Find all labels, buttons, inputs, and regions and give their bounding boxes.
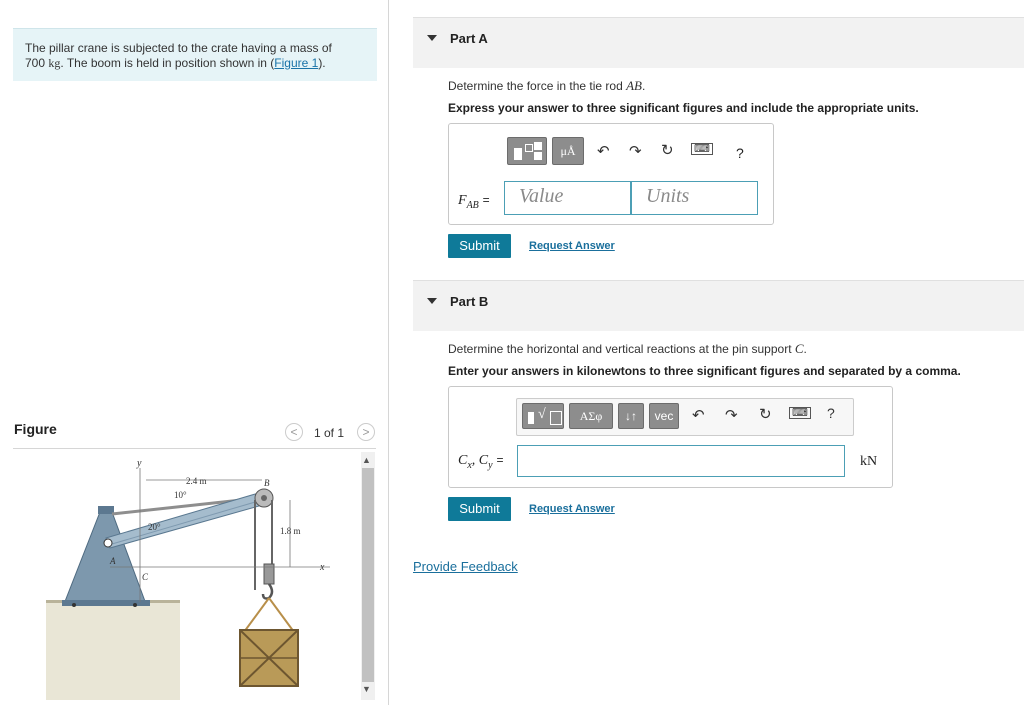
keyboard-icon[interactable]: ⌨ — [691, 143, 713, 155]
part-b-toolbar — [516, 398, 854, 436]
scroll-up-icon[interactable]: ▲ — [362, 455, 371, 465]
vector-button[interactable]: vec — [649, 403, 679, 429]
part-b-answer-box — [448, 386, 893, 488]
part-b-request-answer-link[interactable]: Request Answer — [529, 503, 615, 515]
greek-symbols-button[interactable]: ΑΣφ — [569, 403, 613, 429]
part-a-toolbar — [507, 133, 710, 173]
reset-icon[interactable]: ↻ — [759, 406, 772, 423]
part-a-request-answer-link[interactable]: Request Answer — [529, 240, 615, 252]
templates-sqrt-button[interactable]: √ — [522, 403, 564, 429]
part-b-header[interactable] — [413, 280, 1024, 331]
label-x: x — [320, 562, 325, 573]
figure-heading: Figure — [14, 421, 57, 437]
figure-prev-button[interactable]: < — [285, 423, 303, 441]
part-a-submit-button[interactable]: Submit — [448, 234, 511, 258]
keyboard-icon[interactable]: ⌨ — [789, 407, 811, 419]
provide-feedback-link[interactable]: Provide Feedback — [413, 559, 518, 574]
units-input[interactable]: Units — [631, 181, 758, 215]
part-a-prompt: Determine the force in the tie rod AB. — [448, 78, 646, 93]
part-a-header[interactable] — [413, 17, 1024, 68]
reactions-input[interactable] — [517, 445, 845, 477]
figure-divider — [13, 448, 376, 449]
label-a: A — [110, 556, 116, 566]
undo-icon[interactable]: ↶ — [597, 143, 610, 160]
label-y: y — [137, 458, 142, 469]
label-b: B — [264, 478, 270, 488]
templates-button[interactable] — [507, 137, 547, 165]
problem-statement — [13, 28, 377, 81]
figure-next-button[interactable]: > — [357, 423, 375, 441]
part-a-variable-label: $F_{AB}$ = — [458, 193, 490, 211]
value-input[interactable]: Value — [504, 181, 631, 215]
label-dim-24: 2.4 m — [186, 476, 207, 486]
sub-super-button[interactable]: ↓↑ — [618, 403, 644, 429]
scroll-down-icon[interactable]: ▼ — [362, 684, 371, 694]
collapse-caret-icon[interactable] — [427, 298, 437, 304]
undo-icon[interactable]: ↶ — [692, 407, 705, 424]
part-b-title: Part B — [450, 294, 489, 309]
part-a-instruction: Express your answer to three significant figures and include the appropriate units. — [448, 101, 919, 115]
pin-c — [104, 539, 112, 547]
unit-label: kN — [860, 454, 878, 469]
figure-scrollbar-thumb[interactable] — [362, 468, 374, 682]
units-button[interactable]: μÅ — [552, 137, 584, 165]
boom — [106, 492, 266, 548]
label-c: C — [142, 572, 149, 582]
hook — [263, 584, 272, 599]
part-b-submit-button[interactable]: Submit — [448, 497, 511, 521]
pillar — [64, 512, 146, 604]
crane-figure — [40, 452, 358, 700]
redo-icon[interactable]: ↷ — [629, 143, 642, 160]
column-divider — [388, 0, 389, 705]
label-dim-18: 1.8 m — [280, 526, 301, 536]
part-a-title: Part A — [450, 31, 488, 46]
ground-block — [46, 602, 180, 700]
figure-counter: 1 of 1 — [314, 426, 345, 440]
redo-icon[interactable]: ↷ — [725, 407, 738, 424]
help-icon[interactable]: ? — [736, 145, 744, 161]
part-b-variable-label: $C_x$, $C_y$ = — [458, 453, 504, 471]
help-icon[interactable]: ? — [827, 405, 835, 421]
figure-link[interactable]: Figure 1 — [274, 56, 319, 70]
problem-text: The pillar crane is subjected to the crate having a mass of 700 kg. The boom is held in position shown in (Figure 1). — [25, 41, 332, 70]
collapse-caret-icon[interactable] — [427, 35, 437, 41]
pillar-cap — [98, 506, 114, 514]
part-a-answer-box — [448, 123, 774, 225]
part-b-instruction: Enter your answers in kilonewtons to three significant figures and separated by a comma. — [448, 364, 961, 378]
label-angle-20: 20° — [148, 522, 161, 532]
label-angle-10: 10° — [174, 490, 187, 500]
reset-icon[interactable]: ↻ — [661, 142, 674, 159]
part-b-prompt: Determine the horizontal and vertical reactions at the pin support C. — [448, 341, 807, 356]
